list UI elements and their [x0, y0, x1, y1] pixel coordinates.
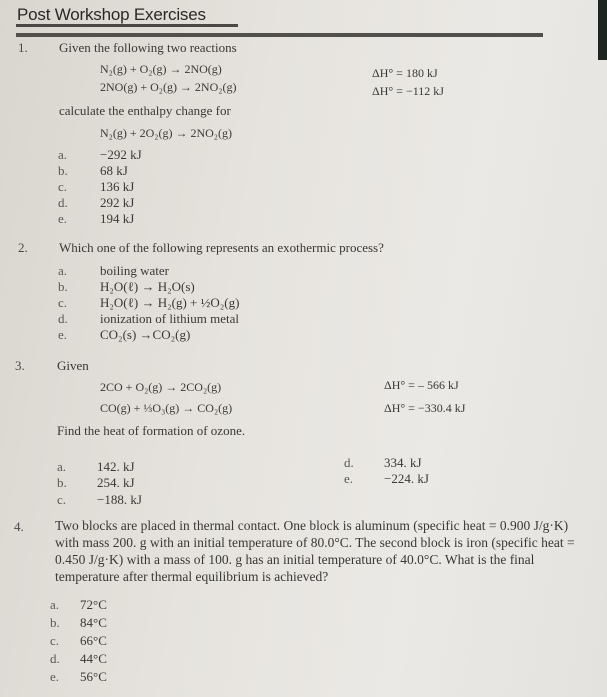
question-prompt: Which one of the following represents an exothermic process? [59, 240, 384, 255]
page-title: Post Workshop Exercises [17, 5, 206, 24]
option-letter: e. [50, 669, 60, 684]
option-a[interactable]: 142. kJ [97, 459, 135, 474]
option-a[interactable]: −292 kJ [100, 147, 142, 162]
option-d[interactable]: 292 kJ [100, 195, 135, 210]
question-number: 3. [15, 358, 25, 373]
option-e[interactable]: CO₂(s) →CO₂(g) [100, 327, 191, 342]
option-letter: a. [50, 597, 60, 612]
target-reaction: N₂(g) + 2O₂(g) → 2NO₂(g) [100, 126, 232, 140]
option-letter: d. [50, 651, 60, 666]
option-letter: d. [344, 455, 354, 470]
reaction-enthalpy: ΔH° = −112 kJ [372, 84, 444, 98]
question-followup: Find the heat of formation of ozone. [57, 423, 246, 438]
question-prompt: Given [57, 358, 89, 373]
question-number: 1. [18, 40, 28, 55]
option-d[interactable]: 44°C [80, 651, 107, 666]
option-b[interactable]: 84°C [80, 615, 107, 630]
option-letter: c. [57, 492, 67, 507]
header-rule [16, 33, 543, 37]
question-followup: calculate the enthalpy change for [59, 103, 231, 118]
option-letter: b. [50, 615, 60, 630]
option-letter: e. [58, 327, 68, 342]
reaction-equation: 2NO(g) + O₂(g) → 2NO₂(g) [100, 80, 237, 94]
option-letter: e. [58, 211, 68, 226]
option-e[interactable]: 194 kJ [100, 211, 135, 226]
option-letter: b. [58, 163, 68, 178]
question-number: 2. [18, 240, 28, 255]
option-b[interactable]: H₂O(ℓ) → H₂O(s) [100, 279, 195, 294]
option-b[interactable]: 254. kJ [97, 475, 135, 490]
option-letter: d. [58, 195, 68, 210]
reaction-equation: 2CO + O₂(g) → 2CO₂(g) [100, 380, 222, 394]
question-prompt: Two blocks are placed in thermal contact. One block is aluminum (specific heat = 0.900 J/g·K) with mass 200. g with an initial temperature of 80.0°C. The second block is iron (specific heat = 0.450 J/g·K) with a mass of 100. g has an initial temperature of 40.0°C. What is the final temperature after thermal equilibrium is achieved? [55, 518, 575, 584]
option-letter: c. [50, 633, 60, 648]
question-number: 4. [14, 519, 24, 534]
option-c[interactable]: H₂O(ℓ) → H₂(g) + ½O₂(g) [100, 295, 240, 310]
option-letter: c. [58, 295, 68, 310]
question-prompt: Given the following two reactions [59, 40, 237, 55]
photo-edge [598, 0, 607, 60]
option-d[interactable]: 334. kJ [384, 455, 422, 470]
title-underline [16, 24, 238, 27]
option-c[interactable]: 66°C [80, 633, 107, 648]
option-c[interactable]: −188. kJ [97, 492, 142, 507]
option-e[interactable]: 56°C [80, 669, 107, 684]
option-letter: c. [58, 179, 68, 194]
reaction-enthalpy: ΔH° = 180 kJ [372, 66, 438, 80]
option-b[interactable]: 68 kJ [100, 163, 128, 178]
reaction-equation: CO(g) + ⅓O₃(g) → CO₂(g) [100, 401, 233, 415]
reaction-enthalpy: ΔH° = −330.4 kJ [384, 401, 466, 415]
option-e[interactable]: −224. kJ [384, 471, 429, 486]
option-letter: a. [58, 147, 68, 162]
option-letter: a. [58, 263, 68, 278]
option-a[interactable]: boiling water [100, 263, 169, 278]
option-a[interactable]: 72°C [80, 597, 107, 612]
option-letter: d. [58, 311, 68, 326]
option-letter: a. [57, 459, 67, 474]
option-letter: b. [58, 279, 68, 294]
option-letter: e. [344, 471, 354, 486]
reaction-enthalpy: ΔH° = – 566 kJ [384, 378, 459, 392]
option-c[interactable]: 136 kJ [100, 179, 135, 194]
option-letter: b. [57, 475, 67, 490]
reaction-equation: N₂(g) + O₂(g) → 2NO(g) [100, 62, 222, 76]
option-d[interactable]: ionization of lithium metal [100, 311, 240, 326]
